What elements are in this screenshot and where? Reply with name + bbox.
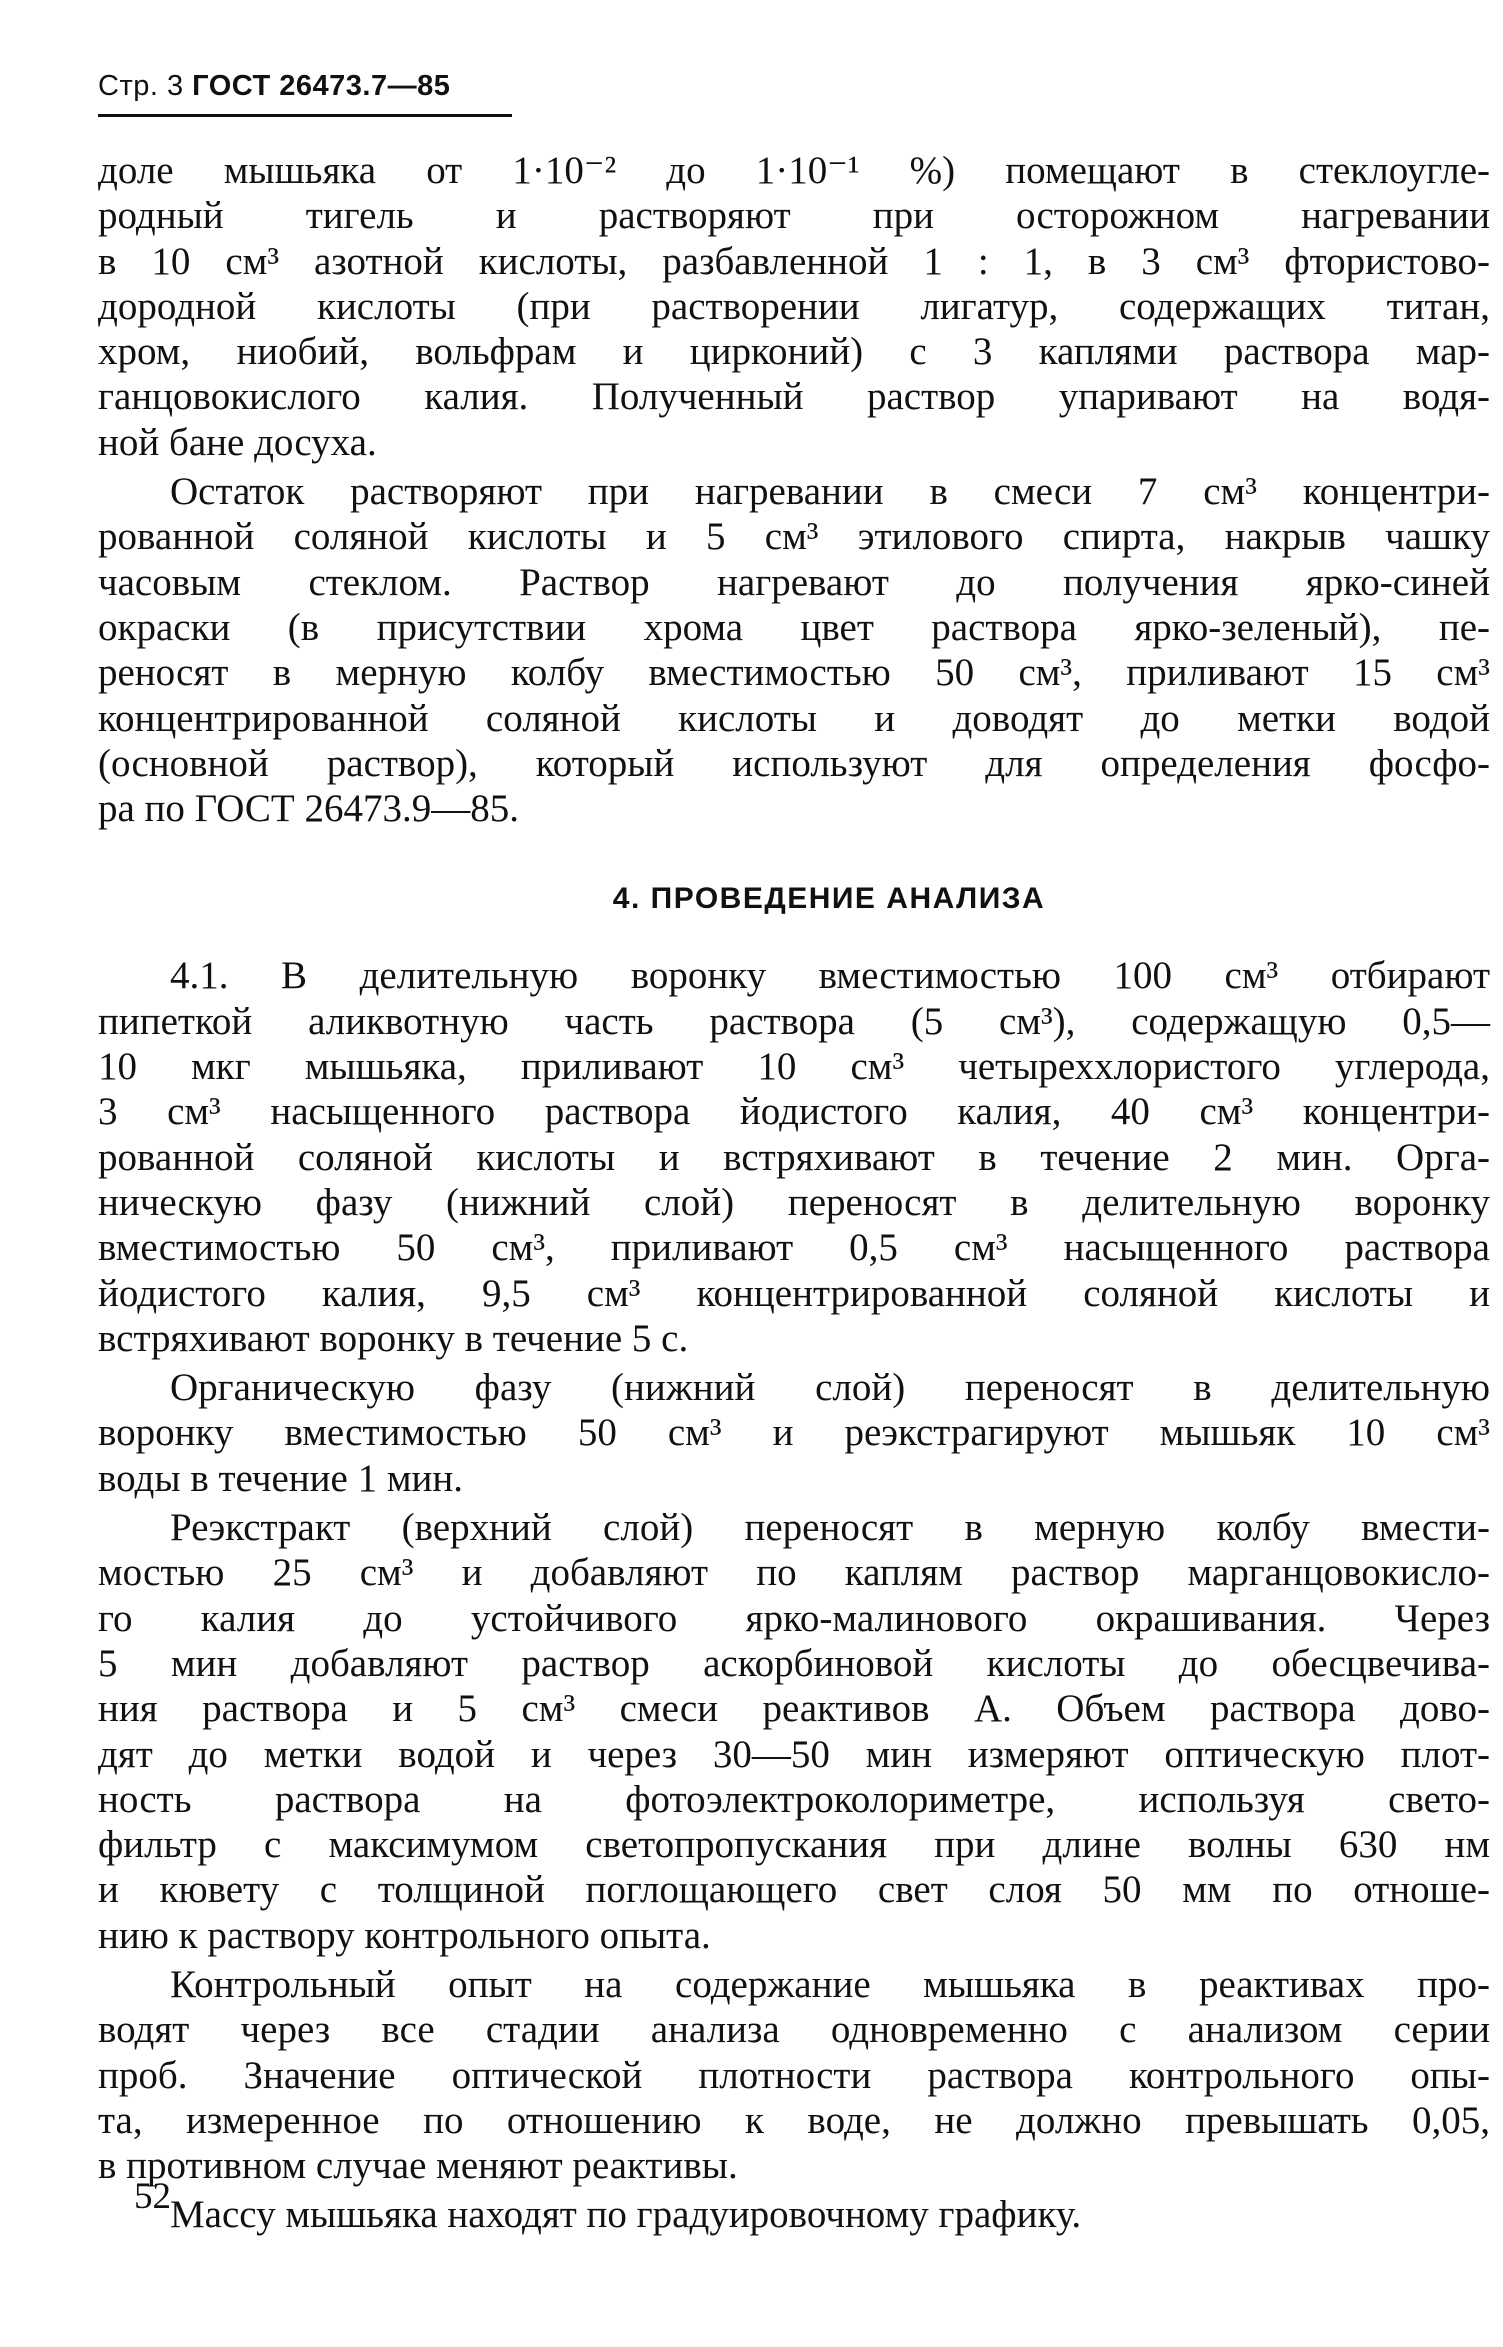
page-prefix: Стр. 3 xyxy=(98,70,184,102)
paragraph-residue xyxy=(98,469,1490,831)
text-line: Массу мышьяка находят по градуировочному графику. xyxy=(170,2193,1082,2237)
text-line: дят до метки водой и через 30—50 мин измеряют оптическую плот- xyxy=(98,1732,1490,1776)
page-header xyxy=(98,70,450,103)
text-line: нию к раствору контрольного опыта. xyxy=(98,1913,711,1957)
paragraph-organic-phase xyxy=(98,1365,1490,1501)
text-line: ность раствора на фотоэлектроколориметре, используя свето- xyxy=(98,1777,1490,1821)
text-line: ническую фазу (нижний слой) переносят в делительную воронку xyxy=(98,1180,1490,1224)
paragraph-4-1 xyxy=(98,953,1490,1361)
text-line: в 10 см³ азотной кислоты, разбавленной 1 : 1, в 3 см³ фтористово- xyxy=(98,239,1490,283)
page-body xyxy=(98,148,1490,2238)
text-line: пипеткой аликвотную часть раствора (5 см³), содержащую 0,5— xyxy=(98,999,1490,1043)
text-line: 4.1. В делительную воронку вместимостью 100 см³ отбирают xyxy=(170,954,1490,998)
text-line: (основной раствор), который используют для определения фосфо- xyxy=(98,741,1490,785)
text-line: хром, ниобий, вольфрам и цирконий) с 3 каплями раствора мар- xyxy=(98,330,1490,374)
text-line: ра по ГОСТ 26473.9—85. xyxy=(98,787,519,831)
text-line: воды в течение 1 мин. xyxy=(98,1456,464,1500)
standard-number: ГОСТ 26473.7—85 xyxy=(192,70,451,102)
paragraph-arsenic-mass xyxy=(98,2192,1490,2237)
text-line: рованной соляной кислоты и 5 см³ этилового спирта, накрыв чашку xyxy=(98,515,1490,559)
text-line: встряхивают воронку в течение 5 с. xyxy=(98,1316,689,1360)
section-heading: 4. ПРОВЕДЕНИЕ АНАЛИЗА xyxy=(612,882,1046,916)
text-line: 3 см³ насыщенного раствора йодистого калия, 40 см³ концентри- xyxy=(98,1090,1490,1134)
text-line: концентрированной соляной кислоты и доводят до метки водой xyxy=(98,696,1490,740)
text-line: фильтр с максимумом светопропускания при длине волны 630 нм xyxy=(98,1823,1490,1867)
text-line: го калия до устойчивого ярко-малинового окрашивания. Через xyxy=(98,1596,1490,1640)
text-line: часовым стеклом. Раствор нагревают до получения ярко-синей xyxy=(98,560,1490,604)
text-line: ния раствора и 5 см³ смеси реактивов А. Объем раствора дово- xyxy=(98,1687,1490,1731)
text-line: воронку вместимостью 50 см³ и реэкстрагируют мышьяк 10 см³ xyxy=(98,1411,1490,1455)
text-line: йодистого калия, 9,5 см³ концентрированной соляной кислоты и xyxy=(98,1271,1490,1315)
text-line: 10 мкг мышьяка, приливают 10 см³ четыреххлористого углерода, xyxy=(98,1045,1490,1089)
text-line: ной бане досуха. xyxy=(98,420,377,464)
header-rule xyxy=(98,114,512,117)
text-line: реносят в мерную колбу вместимостью 50 см³, приливают 15 см³ xyxy=(98,651,1490,695)
text-line: мостью 25 см³ и добавляют по каплям раствор марганцовокисло- xyxy=(98,1551,1490,1595)
text-line: та, измеренное по отношению к воде, не должно превышать 0,05, xyxy=(98,2098,1490,2142)
text-line: в противном случае меняют реактивы. xyxy=(98,2144,738,2188)
page-number: 52 xyxy=(134,2176,171,2217)
text-line: Органическую фазу (нижний слой) переносят в делительную xyxy=(170,1366,1490,1410)
text-line: доле мышьяка от 1·10⁻² до 1·10⁻¹ %) помещают в стеклоугле- xyxy=(98,149,1490,192)
text-line: водят через все стадии анализа одновременно с анализом серии xyxy=(98,2008,1490,2052)
text-line: ганцовокислого калия. Полученный раствор упаривают на водя- xyxy=(98,375,1490,419)
text-line: дородной кислоты (при растворении лигатур, содержащих титан, xyxy=(98,284,1490,328)
text-line: окраски (в присутствии хрома цвет раствора ярко-зеленый), пе- xyxy=(98,605,1490,649)
text-line: вместимостью 50 см³, приливают 0,5 см³ насыщенного раствора xyxy=(98,1226,1490,1270)
text-line: и кювету с толщиной поглощающего свет слоя 50 мм по отноше- xyxy=(98,1868,1490,1912)
text-line: рованной соляной кислоты и встряхивают в течение 2 мин. Орга- xyxy=(98,1135,1490,1179)
paragraph-dissolution xyxy=(98,148,1490,465)
text-line: Остаток растворяют при нагревании в смеси 7 см³ концентри- xyxy=(170,470,1490,514)
paragraph-reextract xyxy=(98,1505,1490,1958)
text-line: 5 мин добавляют раствор аскорбиновой кислоты до обесцвечива- xyxy=(98,1641,1490,1685)
text-line: Контрольный опыт на содержание мышьяка в реактивах про- xyxy=(170,1962,1490,2006)
text-line: Реэкстракт (верхний слой) переносят в мерную колбу вмести- xyxy=(170,1506,1490,1550)
text-line: родный тигель и растворяют при осторожном нагревании xyxy=(98,194,1490,238)
paragraph-control-test xyxy=(98,1962,1490,2188)
text-line: проб. Значение оптической плотности раствора контрольного опы- xyxy=(98,2053,1490,2097)
